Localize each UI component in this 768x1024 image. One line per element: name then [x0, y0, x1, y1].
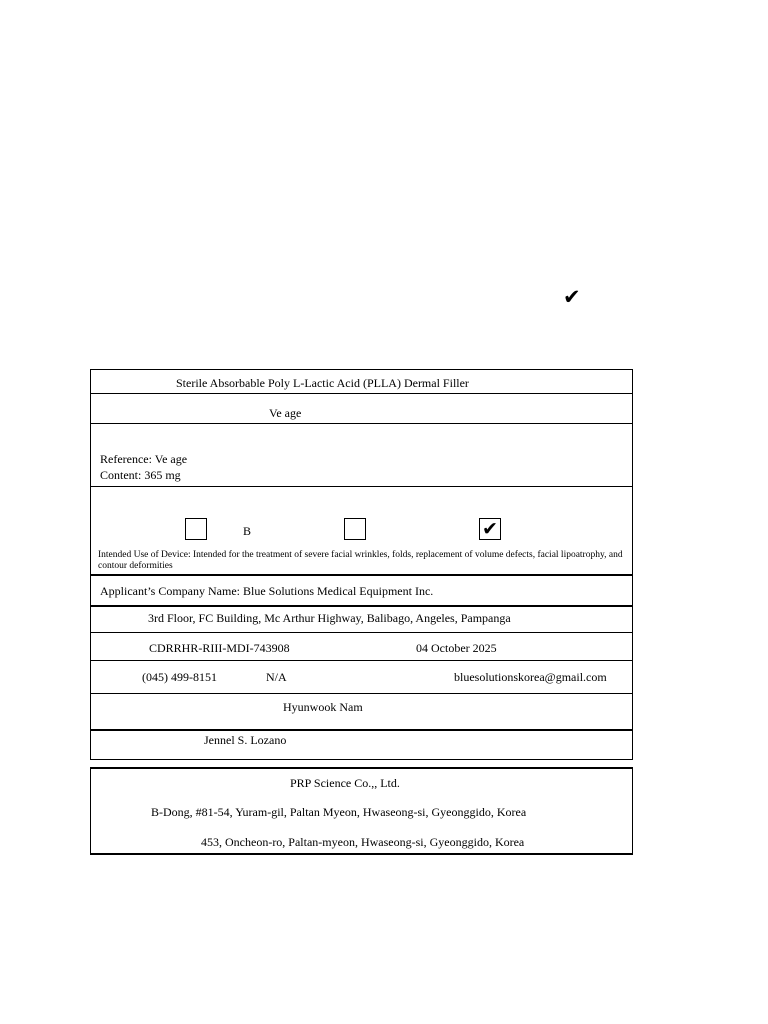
- owner-name-value: Hyunwook Nam: [283, 700, 363, 714]
- manufacturer-table: [90, 767, 633, 855]
- classification-checkbox-2[interactable]: [344, 518, 366, 540]
- row-divider: [91, 632, 632, 633]
- row-divider: [91, 605, 632, 607]
- row-divider: [91, 486, 632, 487]
- row-divider: [91, 393, 632, 394]
- email-value: bluesolutionskorea@gmail.com: [454, 670, 607, 684]
- row-divider: [91, 574, 632, 576]
- row-divider: [91, 693, 632, 694]
- fax-value: N/A: [266, 670, 287, 684]
- check-icon: ✔: [482, 517, 498, 540]
- manufacturer-plant-address: 453, Oncheon-ro, Paltan-myeon, Hwaseong-si, Gyeonggido, Korea: [201, 835, 525, 849]
- intended-use-value: Intended Use of Device: Intended for the treatment of severe facial wrinkles, folds, replacement of volume defects, facial lipoatrophy, and contour deformities: [98, 550, 623, 571]
- device-applicant-table: [90, 369, 633, 760]
- classification-checkbox-3[interactable]: [479, 518, 501, 540]
- applicant-address-value: 3rd Floor, FC Building, Mc Arthur Highway, Balibago, Angeles, Pampanga: [148, 611, 511, 625]
- row-divider: [91, 660, 632, 661]
- classification-option-label: B: [243, 524, 252, 538]
- generic-name-value: Sterile Absorbable Poly L-Lactic Acid (PLLA) Dermal Filler: [176, 376, 469, 390]
- content-value: Content: 365 mg: [100, 468, 181, 482]
- manufacturer-office-address: B-Dong, #81-54, Yuram-gil, Paltan Myeon, Hwaseong-si, Gyeonggido, Korea: [151, 805, 527, 819]
- row-divider: [91, 729, 632, 731]
- license-date-value: 04 October 2025: [416, 641, 497, 655]
- brand-name-value: Ve age: [269, 406, 302, 420]
- applicant-company-name: Applicant’s Company Name: Blue Solutions Medical Equipment Inc.: [100, 584, 434, 598]
- phone-value: (045) 499-8151: [142, 670, 217, 684]
- license-number-value: CDRRHR-RIII-MDI-743908: [149, 641, 290, 655]
- row-divider: [91, 423, 632, 424]
- reference-value: Reference: Ve age: [100, 452, 188, 466]
- classification-checkbox-1[interactable]: [185, 518, 207, 540]
- contact-person-value: Jennel S. Lozano: [204, 733, 287, 747]
- manufacturer-name-value: PRP Science Co.,, Ltd.: [290, 776, 400, 790]
- checkmark-icon: ✔: [563, 285, 581, 309]
